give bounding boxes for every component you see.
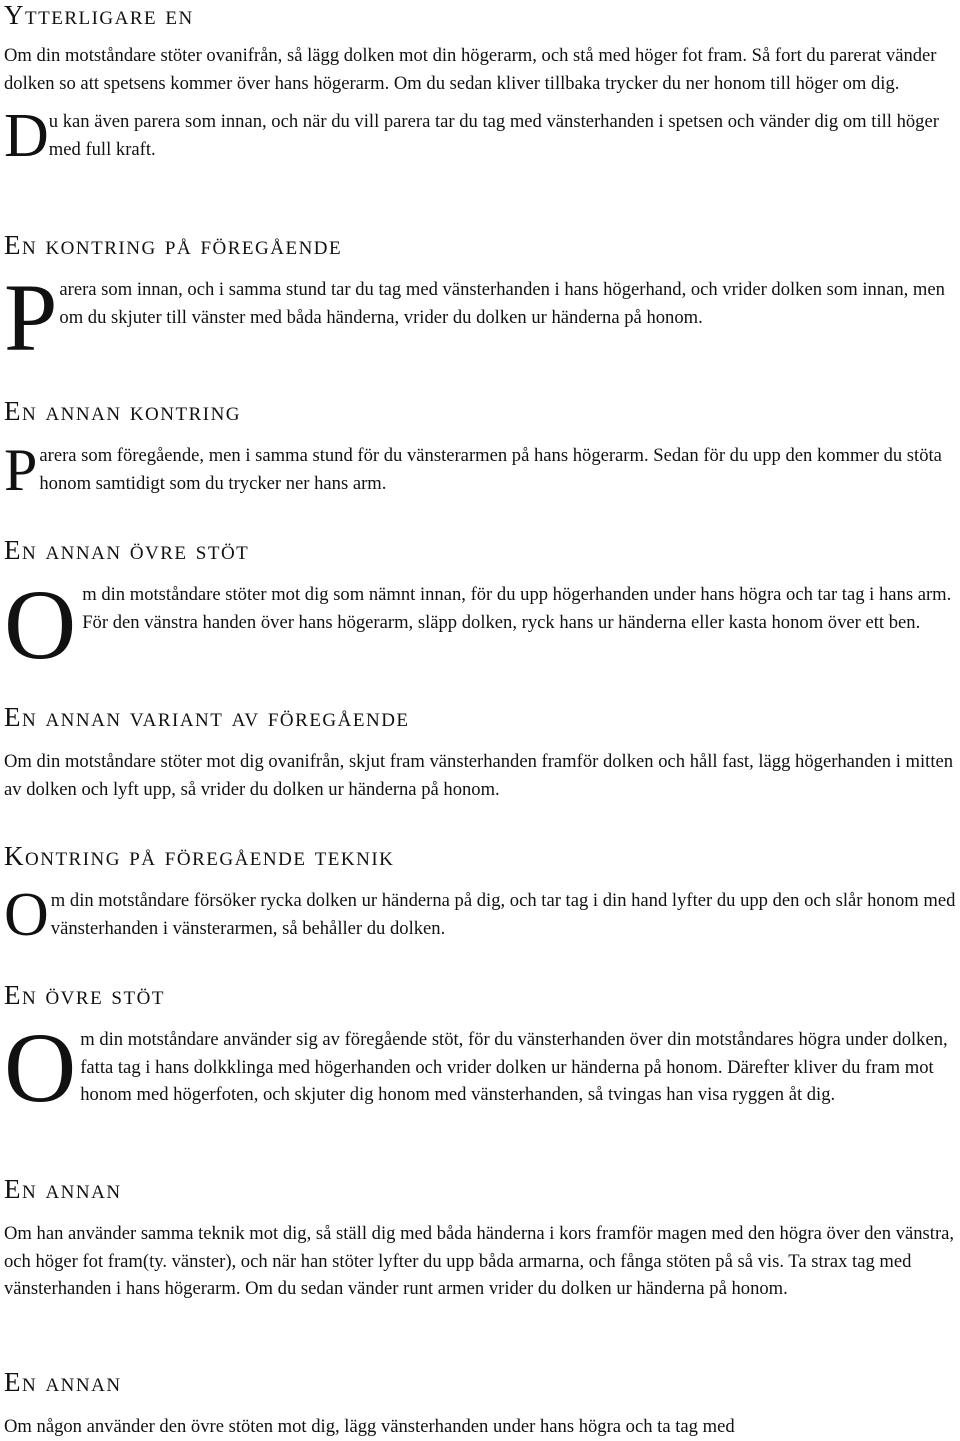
section-variant [4, 702, 958, 803]
section-en-annan-kontring [4, 396, 958, 503]
drop-cap-paragraph [4, 437, 958, 503]
section-heading: En annan kontring [4, 396, 242, 426]
drop-cap-initial: O [4, 1012, 77, 1123]
drop-cap-initial: O [4, 569, 77, 680]
section-heading: En övre stöt [4, 980, 165, 1010]
section-heading: En annan [4, 1367, 122, 1397]
paragraph: m din motståndare försöker rycka dolken ur händerna på dig, och tar tag i din hand lyfter du upp den och slår honom med vänsterhanden i vänsterarmen, så behåller du dolken. [50, 890, 956, 939]
section-heading: Ytterligare en [4, 0, 194, 30]
drop-cap-paragraph [4, 1012, 958, 1123]
paragraph-text: m din motståndare använder sig av föregående stöt, för du vänsterhanden över din motståndares högra under dolken, fatta tag i hans dolkklinga med högerhanden och vrider dolken ur händerna på honom. Därefter kliver du fram mot honom med högerfoten, och skjuter dig honom med vänsterhanden, så tvingas han visa ryggen åt dig. [80, 1029, 948, 1106]
drop-cap-paragraph [4, 881, 958, 949]
section-heading: En annan [4, 1174, 122, 1204]
paragraph: arera som innan, och i samma stund tar du tag med vänsterhanden i hans högerhand, och vrider dolken som innan, men om du skjuter till vänster med båda händerna, vrider du dolken ur händerna på honom. [59, 279, 945, 328]
section-heading: En kontring på föregående [4, 230, 343, 260]
section-kontring-teknik [4, 841, 958, 949]
paragraph: u kan även parera som innan, och när du vill parera tar du tag med vänsterhanden i spetsen och vänder dig om till höger med full kraft. [48, 111, 939, 160]
paragraph: Om någon använder den övre stöten mot dig, lägg vänsterhanden under hans högra och ta tag med [4, 1416, 735, 1437]
paragraph: Om din motståndare stöter mot dig ovanifrån, skjut fram vänsterhanden framför dolken och håll fast, lägg högerhanden i mitten av dolken och lyft upp, så vrider du dolken ur händerna på honom. [4, 751, 954, 800]
drop-cap-initial: D [4, 102, 49, 171]
drop-cap-initial: O [4, 881, 49, 949]
drop-cap-paragraph [4, 102, 958, 171]
section-heading: En annan variant av föregående [4, 702, 410, 732]
drop-cap-paragraph [4, 569, 958, 680]
section-ytterligare-en [4, 0, 958, 171]
section-en-ovre-stot [4, 980, 958, 1123]
section-heading: Kontring på föregående teknik [4, 841, 395, 871]
drop-cap-paragraph [4, 264, 958, 371]
section-en-annan-ovre-stot [4, 535, 958, 680]
drop-cap-initial: P [4, 437, 38, 503]
paragraph: m din motståndare stöter mot dig som nämnt innan, för du upp högerhanden under hans högra och tar tag i hans arm. För den vänstra handen över hans högerarm, släpp dolken, ryck hans ur händerna eller kasta honom över ett ben. [82, 584, 952, 633]
paragraph: Om din motståndare stöter ovanifrån, så lägg dolken mot din högerarm, och stå med höger fot fram. Så fort du parerat vänder dolken so att spetsens kommer över hans högerarm. Om du sedan kliver tillbaka trycker du ner honom till höger om dig. [4, 45, 937, 94]
section-en-annan-1 [4, 1174, 958, 1303]
section-en-annan-2 [4, 1367, 958, 1441]
paragraph: arera som föregående, men i samma stund för du vänsterarmen på hans högerarm. Sedan för du upp den kommer du stöta honom samtidigt som du trycker ner hans arm. [39, 445, 942, 494]
paragraph: Om han använder samma teknik mot dig, så ställ dig med båda händerna i kors framför magen med den högra över den vänstra, och höger fot fram(ty. vänster), och när han stöter lyfter du upp båda armarna, och fånga stöten på så vis. Ta strax tag med vänsterhanden i hans högerarm. Om du sedan vänder runt armen vrider du dolken ur händerna på honom. [4, 1223, 955, 1300]
section-heading: En annan övre stöt [4, 535, 250, 565]
section-en-kontring [4, 230, 958, 371]
drop-cap-initial: P [4, 264, 58, 371]
